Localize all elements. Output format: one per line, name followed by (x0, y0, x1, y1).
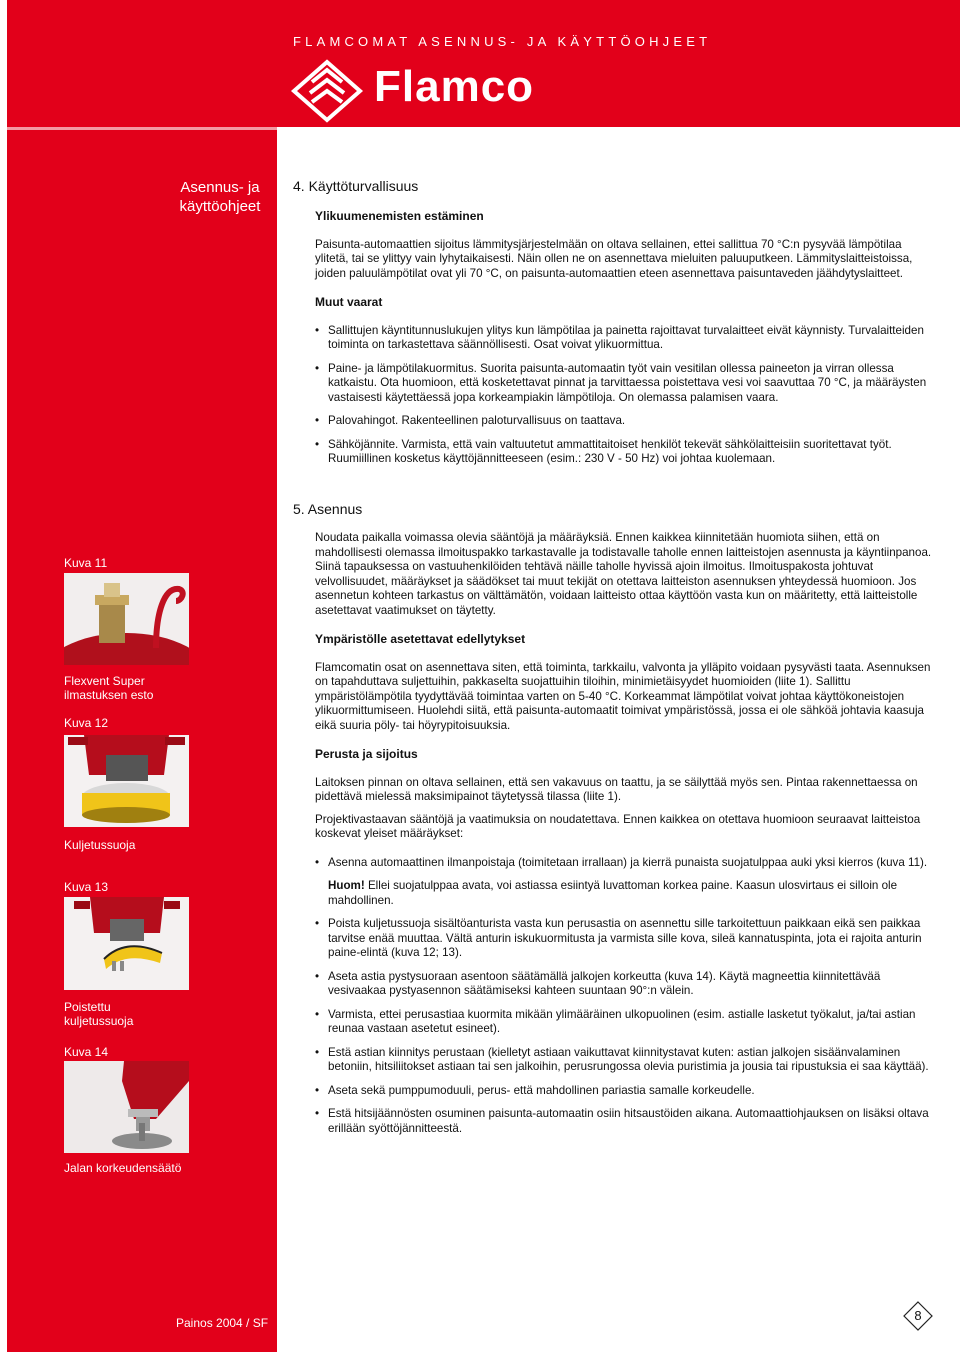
figure-label-14: Kuva 14 (64, 1045, 109, 1059)
section-4-paragraph-1: Paisunta-automaattien sijoitus lämmitysjärjestelmään on oltava sellainen, ettei sallittua 70 °C:n pysyvää lämpötilaa ylitetä, tai se ylittyy vain lyhytaikaisesti. Näin ollen ne on asennettava mieluiten paluuputkeen. Lämmityslaitteistoissa, joiden paluulämpötilat ovat yli 70 °C, on paisunta-automaattien eteen asennettava paisuntaveden jäähdytyslaitteet. (315, 237, 913, 280)
sidebar-title-line2: käyttöohjeet (179, 198, 261, 215)
section-4-content (315, 209, 935, 476)
hazard-item: • Sallittujen käyntitunnuslukujen ylitys kun lämpötilaa ja painetta rajoittavat turvalaitteet eivät käynnisty. Turvalaitteiden toiminta on tarkastettava säännöllisesti. Osat voivat ylikuormittua. (315, 324, 935, 353)
transport-guard-image (64, 735, 189, 827)
air-vent-image (64, 573, 189, 665)
removed-guard-image (64, 897, 189, 990)
figure-caption-11-line1: Flexvent Super (64, 674, 145, 688)
section-5-paragraph-3: Laitoksen pinnan on oltava sellainen, että sen vakavuus on taattu, ja se säilyttää myös sen. Pintaa rakennettaessa on pidettävä mielessä maksimipainot täytetyssä tilassa (liite 1). (315, 775, 918, 803)
installation-item: • Aseta sekä pumppumoduuli, perus- että mahdollinen pariastia samalle korkeudelle. (315, 1084, 935, 1099)
installation-item: • Aseta astia pystysuoraan asentoon säätämällä jalkojen korkeutta (kuva 14). Käytä magneettia kiinnitettävää vesivaakaa pystyasennon säätämiseksi kahteen suuntaan 90°:n välein. (315, 970, 935, 999)
section-4-subheading-1: Ylikuumenemisten estäminen (315, 209, 484, 223)
figure-12-photo (64, 735, 189, 827)
page-number-text: 8 (914, 1308, 922, 1323)
header-divider (7, 127, 960, 130)
flamco-logo-icon (290, 58, 364, 124)
warning-note-text: Ellei suojatulppaa avata, voi astiassa esiintyä luvattoman korkea paine. Kaasun ulosvirtaus ei silloin ole mahdollinen. (328, 879, 898, 907)
installation-item (315, 856, 935, 909)
installation-item: • Poista kuljetussuoja sisältöanturista vasta kun perusastia on asennettu sille tarkoitettuun paikkaan eikä sen paikkaa tarvitse enää muuttaa. Vältä anturin iskukuormitusta ja varmista sille kova, sileä kannatuspinta, jota ei rajoita anturin paine-elintä (kuva 12; 13). (315, 917, 935, 961)
sidebar-title (170, 178, 270, 216)
figure-caption-13 (64, 1000, 204, 1028)
installation-item: • Estä astian kiinnitys perustaan (kielletyt astiaan vaikuttavat kiinnitystavat kuten: astian jalkojen sisäänvalaminen betoniin, hitsiliitokset astiaan tai sen jalkoihin, perusrungossa olevia puristimia ja jousia tai ripustuksia ei saa käyttää). (315, 1046, 935, 1075)
installation-item: • Varmista, ettei perusastiaa kuormita mikään ylimääräinen ulkopuolinen (esim. astialle lasketut työkalut, ja/tai astian reunaa vastaan asetetut esineet). (315, 1008, 935, 1037)
section-5-heading: 5. Asennus (293, 501, 363, 517)
foot-adjustment-image (64, 1061, 189, 1153)
figure-11-photo (64, 573, 189, 665)
page-number (902, 1300, 934, 1332)
hazard-list (315, 324, 935, 467)
figure-13-photo (64, 897, 189, 990)
section-5-paragraph-2: Flamcomatin osat on asennettava siten, että toiminta, tarkkailu, valvonta ja ylläpito voidaan pysyvästi taata. Asennuksen on tapahduttava suljettuihin, pakkaselta suojattuihin tiloihin, minimietäisyydet huomioiden (liite 1). Sallittu ympäristölämpötila tyydyttävää toimintaa varten on 5-40 °C. Korkeammat lämpötilat voivat johtaa käyttökoneistojen ylikuormittumiseen. Huolehdi siitä, että paisunta-automaatit toimivat ympäristössä, jossa ei ole sähköä johtavia kaasuja eikä suuria pöly- tai höyrypitoisuuksia. (315, 660, 931, 732)
installation-item-text: Asenna automaattinen ilmanpoistaja (toimitetaan irrallaan) ja kierrä punaista suojatulppaa auki yksi kierros (kuva 11). (328, 855, 928, 869)
warning-note-label: Huom! (328, 879, 365, 892)
section-5-paragraph-4: Projektivastaavan sääntöjä ja vaatimuksia on noudatettava. Ennen kaikkea on otettava huomioon seuraavat laitteistoa koskevat yleiset määräykset: (315, 812, 921, 840)
hazard-item: • Sähköjännite. Varmista, että vain valtuutetut ammattitaitoiset henkilöt tekevät sähkölaitteisiin suoritettavat työt. Ruumiillinen kosketus käyttöjännitteeseen (esim.: 230 V - 50 Hz) voi johtaa kuolemaan. (315, 438, 935, 467)
sidebar-title-line1: Asennus- ja (180, 179, 260, 196)
figure-caption-13-line2: kuljetussuoja (64, 1014, 134, 1028)
installation-list (315, 856, 935, 1137)
figure-caption-14: Jalan korkeudensäätö (64, 1161, 182, 1175)
figure-caption-13-line1: Poistettu (64, 1000, 111, 1014)
figure-caption-11-line2: ilmastuksen esto (64, 688, 154, 702)
warning-note (328, 879, 935, 908)
section-4-heading: 4. Käyttöturvallisuus (293, 178, 419, 194)
section-5-subheading-2: Perusta ja sijoitus (315, 747, 418, 761)
section-5-paragraph-1: Noudata paikalla voimassa olevia sääntöjä ja määräyksiä. Ennen kaikkea kiinnitetään huomiota siihen, että on mahdollisesti olemassa ilmoituspakko tarkastavalle ja todistavalle taholle ennen laitteistojen asennusta ja käyntiinpanoa. Siinä tapauksessa on vastuuhenkilöiden tehtävä näille taholle hyvissä ajoin ilmoitus. Ilmoituspakosta johtuvat velvollisuudet, määräykset ja säädökset tai muut tekijät on otettava laitteiston asennuksen yhteydessä huomioon. Jos asennetun kohteen tarkastus on välttämätön, voidaan laitteisto ottaa käyttöön vasta kun on määritetty, että laitteistolle asetettavat vaatimukset on täytetty. (315, 531, 932, 617)
section-5-content (315, 531, 935, 1145)
figure-caption-11 (64, 674, 204, 702)
hazard-item: • Paine- ja lämpötilakuormitus. Suorita paisunta-automaatin työt vain vesitilan ollessa paineeton ja virran ollessa katkaistu. Ota huomioon, että kosketettavat pinnat ja tarvittaessa poistettava vesi voi saavuttaa 70 °C, ja määräysten vastaisesti käytettäessä jopa korkeampiakin lämpötiloja. On olemassa palamisen vaara. (315, 362, 935, 406)
hazard-item: • Palovahingot. Rakenteellinen paloturvallisuus on taattava. (315, 414, 935, 429)
section-4-subheading-2: Muut vaarat (315, 295, 383, 309)
figure-label-11: Kuva 11 (64, 556, 108, 570)
figure-caption-12: Kuljetussuoja (64, 838, 136, 852)
edition-label: Painos 2004 / SF (176, 1316, 269, 1330)
figure-label-12: Kuva 12 (64, 716, 109, 730)
figure-14-photo (64, 1061, 189, 1153)
figure-label-13: Kuva 13 (64, 880, 109, 894)
document-title: FLAMCOMAT ASENNUS- JA KÄYTTÖOHJEET (293, 34, 712, 49)
installation-item: • Estä hitsijäännösten osuminen paisunta-automaatin osiin hitsaustöiden aikana. Automaattiohjauksen on lisäksi oltava erillään syöttöjännitteestä. (315, 1107, 935, 1136)
brand-name: Flamco (374, 62, 535, 111)
section-5-subheading-1: Ympäristölle asetettavat edellytykset (315, 632, 526, 646)
